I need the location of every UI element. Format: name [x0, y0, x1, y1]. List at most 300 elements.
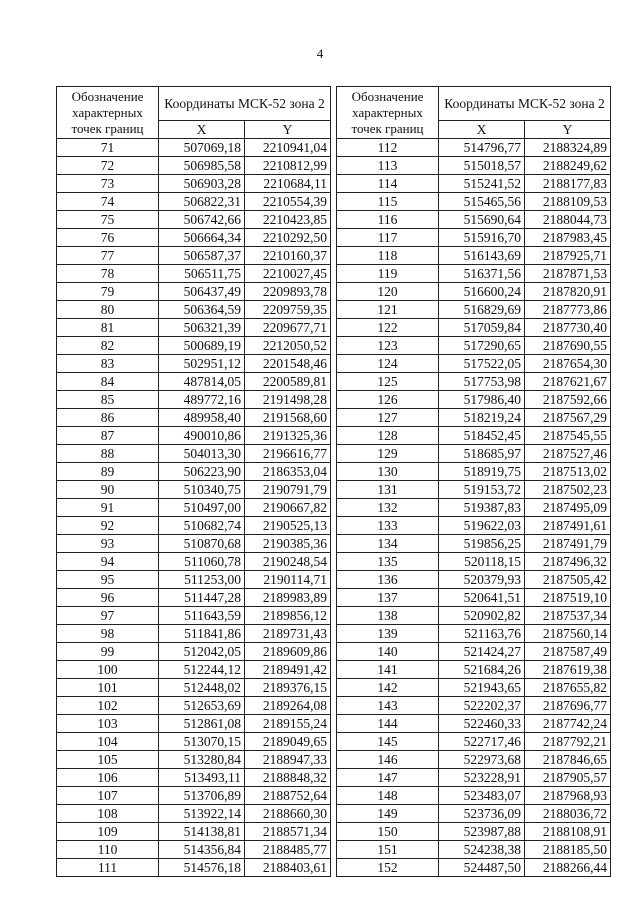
y-coordinate-cell: 2209677,71 [245, 319, 331, 337]
point-number-cell: 119 [337, 265, 439, 283]
point-number-cell: 96 [57, 589, 159, 607]
point-number-cell: 145 [337, 733, 439, 751]
point-number-cell: 93 [57, 535, 159, 553]
x-coordinate-cell: 515241,52 [439, 175, 525, 193]
point-number-cell: 89 [57, 463, 159, 481]
y-coordinate-cell: 2189983,89 [245, 589, 331, 607]
x-coordinate-cell: 506364,59 [159, 301, 245, 319]
x-coordinate-cell: 513493,11 [159, 769, 245, 787]
y-coordinate-cell: 2209759,35 [245, 301, 331, 319]
x-coordinate-cell: 517522,05 [439, 355, 525, 373]
y-coordinate-cell: 2188485,77 [245, 841, 331, 859]
x-coordinate-cell: 510340,75 [159, 481, 245, 499]
y-header: Y [525, 121, 611, 139]
y-coordinate-cell: 2187502,23 [525, 481, 611, 499]
point-number-cell: 143 [337, 697, 439, 715]
x-coordinate-cell: 511841,86 [159, 625, 245, 643]
y-coordinate-cell: 2210684,11 [245, 175, 331, 193]
x-coordinate-cell: 514576,18 [159, 859, 245, 877]
y-coordinate-cell: 2210160,37 [245, 247, 331, 265]
y-coordinate-cell: 2210027,45 [245, 265, 331, 283]
x-coordinate-cell: 522717,46 [439, 733, 525, 751]
x-coordinate-cell: 511643,59 [159, 607, 245, 625]
x-coordinate-cell: 517986,40 [439, 391, 525, 409]
point-number-cell: 118 [337, 247, 439, 265]
point-number-cell: 98 [57, 625, 159, 643]
x-coordinate-cell: 513280,84 [159, 751, 245, 769]
x-coordinate-cell: 523987,88 [439, 823, 525, 841]
table-row [337, 463, 611, 481]
y-coordinate-cell: 2188044,73 [525, 211, 611, 229]
y-coordinate-cell: 2187567,29 [525, 409, 611, 427]
y-coordinate-cell: 2187655,82 [525, 679, 611, 697]
x-coordinate-cell: 518219,24 [439, 409, 525, 427]
x-coordinate-cell: 506511,75 [159, 265, 245, 283]
x-coordinate-cell: 519387,83 [439, 499, 525, 517]
point-number-cell: 138 [337, 607, 439, 625]
x-coordinate-cell: 521163,76 [439, 625, 525, 643]
y-coordinate-cell: 2188571,34 [245, 823, 331, 841]
point-number-cell: 136 [337, 571, 439, 589]
x-coordinate-cell: 515690,64 [439, 211, 525, 229]
point-number-cell: 73 [57, 175, 159, 193]
x-coordinate-cell: 513070,15 [159, 733, 245, 751]
y-coordinate-cell: 2212050,52 [245, 337, 331, 355]
table-row [57, 553, 331, 571]
x-coordinate-cell: 506742,66 [159, 211, 245, 229]
y-coordinate-cell: 2210554,39 [245, 193, 331, 211]
point-number-cell: 133 [337, 517, 439, 535]
x-coordinate-cell: 521943,65 [439, 679, 525, 697]
table-row [57, 607, 331, 625]
table-row [337, 841, 611, 859]
table-row [57, 733, 331, 751]
table-row [57, 679, 331, 697]
table-row [57, 571, 331, 589]
point-number-cell: 91 [57, 499, 159, 517]
y-coordinate-cell: 2188177,83 [525, 175, 611, 193]
table-row [337, 337, 611, 355]
y-coordinate-cell: 2188848,32 [245, 769, 331, 787]
table-row [337, 733, 611, 751]
x-coordinate-cell: 520902,82 [439, 607, 525, 625]
point-number-cell: 110 [57, 841, 159, 859]
point-number-cell: 116 [337, 211, 439, 229]
table-row [57, 823, 331, 841]
point-number-cell: 126 [337, 391, 439, 409]
point-number-cell: 113 [337, 157, 439, 175]
point-number-cell: 128 [337, 427, 439, 445]
point-number-cell: 148 [337, 787, 439, 805]
point-number-cell: 86 [57, 409, 159, 427]
x-coordinate-cell: 512244,12 [159, 661, 245, 679]
y-coordinate-cell: 2187495,09 [525, 499, 611, 517]
x-coordinate-cell: 512042,05 [159, 643, 245, 661]
y-coordinate-cell: 2187619,38 [525, 661, 611, 679]
table-row [337, 445, 611, 463]
y-coordinate-cell: 2189856,12 [245, 607, 331, 625]
table-row [57, 517, 331, 535]
table-row [337, 193, 611, 211]
table-body-right [337, 139, 611, 877]
y-coordinate-cell: 2189491,42 [245, 661, 331, 679]
table-row [57, 265, 331, 283]
point-number-cell: 90 [57, 481, 159, 499]
table-row [57, 841, 331, 859]
y-coordinate-cell: 2200589,81 [245, 373, 331, 391]
table-row [337, 769, 611, 787]
y-header: Y [245, 121, 331, 139]
table-row [57, 409, 331, 427]
table-row [337, 427, 611, 445]
point-number-cell: 127 [337, 409, 439, 427]
y-coordinate-cell: 2189731,43 [245, 625, 331, 643]
x-coordinate-cell: 514796,77 [439, 139, 525, 157]
table-row [57, 355, 331, 373]
table-row [57, 319, 331, 337]
y-coordinate-cell: 2187871,53 [525, 265, 611, 283]
table-row [337, 391, 611, 409]
y-coordinate-cell: 2201548,46 [245, 355, 331, 373]
x-coordinate-cell: 507069,18 [159, 139, 245, 157]
point-number-cell: 108 [57, 805, 159, 823]
x-coordinate-cell: 518452,45 [439, 427, 525, 445]
point-number-cell: 106 [57, 769, 159, 787]
coord-system-header: Координаты МСК-52 зона 2 [159, 87, 331, 121]
point-number-cell: 95 [57, 571, 159, 589]
point-number-cell: 77 [57, 247, 159, 265]
point-number-cell: 117 [337, 229, 439, 247]
table-row [337, 805, 611, 823]
y-coordinate-cell: 2209893,78 [245, 283, 331, 301]
x-coordinate-cell: 504013,30 [159, 445, 245, 463]
point-number-cell: 140 [337, 643, 439, 661]
x-coordinate-cell: 515916,70 [439, 229, 525, 247]
point-number-cell: 129 [337, 445, 439, 463]
point-number-cell: 142 [337, 679, 439, 697]
y-coordinate-cell: 2190114,71 [245, 571, 331, 589]
point-number-cell: 132 [337, 499, 439, 517]
y-coordinate-cell: 2190791,79 [245, 481, 331, 499]
coordinates-table-left [56, 86, 331, 877]
x-header: X [439, 121, 525, 139]
x-coordinate-cell: 522460,33 [439, 715, 525, 733]
y-coordinate-cell: 2188324,89 [525, 139, 611, 157]
x-coordinate-cell: 512861,08 [159, 715, 245, 733]
point-number-cell: 123 [337, 337, 439, 355]
x-coordinate-cell: 521424,27 [439, 643, 525, 661]
y-coordinate-cell: 2187820,91 [525, 283, 611, 301]
point-number-cell: 99 [57, 643, 159, 661]
x-coordinate-cell: 506903,28 [159, 175, 245, 193]
x-coordinate-cell: 514138,81 [159, 823, 245, 841]
table-row [57, 859, 331, 877]
table-row [337, 409, 611, 427]
x-coordinate-cell: 517753,98 [439, 373, 525, 391]
y-coordinate-cell: 2187621,67 [525, 373, 611, 391]
table-row [57, 175, 331, 193]
y-coordinate-cell: 2196616,77 [245, 445, 331, 463]
point-number-cell: 109 [57, 823, 159, 841]
table-row [57, 805, 331, 823]
page-number: 4 [316, 46, 324, 61]
table-row [337, 175, 611, 193]
point-number-cell: 85 [57, 391, 159, 409]
y-coordinate-cell: 2187690,55 [525, 337, 611, 355]
y-coordinate-cell: 2190667,82 [245, 499, 331, 517]
coord-system-header: Координаты МСК-52 зона 2 [439, 87, 611, 121]
table-row [57, 751, 331, 769]
y-coordinate-cell: 2189155,24 [245, 715, 331, 733]
point-number-cell: 74 [57, 193, 159, 211]
x-coordinate-cell: 510870,68 [159, 535, 245, 553]
x-coordinate-cell: 521684,26 [439, 661, 525, 679]
table-body-left [57, 139, 331, 877]
y-coordinate-cell: 2189376,15 [245, 679, 331, 697]
table-row [57, 193, 331, 211]
y-coordinate-cell: 2187491,61 [525, 517, 611, 535]
point-number-cell: 149 [337, 805, 439, 823]
x-coordinate-cell: 520118,15 [439, 553, 525, 571]
table-row [57, 157, 331, 175]
x-coordinate-cell: 523483,07 [439, 787, 525, 805]
table-row [57, 391, 331, 409]
x-coordinate-cell: 516600,24 [439, 283, 525, 301]
x-coordinate-cell: 506664,34 [159, 229, 245, 247]
table-row [337, 553, 611, 571]
y-coordinate-cell: 2187696,77 [525, 697, 611, 715]
x-coordinate-cell: 520379,93 [439, 571, 525, 589]
point-number-cell: 101 [57, 679, 159, 697]
point-number-cell: 97 [57, 607, 159, 625]
table-row [337, 697, 611, 715]
y-coordinate-cell: 2186353,04 [245, 463, 331, 481]
table-row [337, 715, 611, 733]
table-row [57, 769, 331, 787]
point-number-cell: 92 [57, 517, 159, 535]
table-row [337, 229, 611, 247]
table-row [337, 625, 611, 643]
x-header: X [159, 121, 245, 139]
y-coordinate-cell: 2187730,40 [525, 319, 611, 337]
y-coordinate-cell: 2188249,62 [525, 157, 611, 175]
table-row [57, 661, 331, 679]
y-coordinate-cell: 2188947,33 [245, 751, 331, 769]
point-number-cell: 150 [337, 823, 439, 841]
table-row [57, 337, 331, 355]
y-coordinate-cell: 2187792,21 [525, 733, 611, 751]
table-row [57, 283, 331, 301]
table-row [337, 139, 611, 157]
y-coordinate-cell: 2189609,86 [245, 643, 331, 661]
table-row [337, 859, 611, 877]
table-row [57, 139, 331, 157]
x-coordinate-cell: 490010,86 [159, 427, 245, 445]
table-row [337, 571, 611, 589]
table-row [57, 643, 331, 661]
y-coordinate-cell: 2187491,79 [525, 535, 611, 553]
point-number-cell: 71 [57, 139, 159, 157]
y-coordinate-cell: 2187519,10 [525, 589, 611, 607]
table-row [337, 211, 611, 229]
x-coordinate-cell: 524487,50 [439, 859, 525, 877]
point-number-cell: 146 [337, 751, 439, 769]
point-number-cell: 94 [57, 553, 159, 571]
x-coordinate-cell: 500689,19 [159, 337, 245, 355]
y-coordinate-cell: 2190525,13 [245, 517, 331, 535]
y-coordinate-cell: 2187925,71 [525, 247, 611, 265]
y-coordinate-cell: 2188185,50 [525, 841, 611, 859]
table-row [337, 823, 611, 841]
table-row [57, 589, 331, 607]
point-number-cell: 114 [337, 175, 439, 193]
table-row [57, 445, 331, 463]
table-row [57, 463, 331, 481]
point-number-cell: 152 [337, 859, 439, 877]
table-row [57, 211, 331, 229]
x-coordinate-cell: 489958,40 [159, 409, 245, 427]
y-coordinate-cell: 2187545,55 [525, 427, 611, 445]
y-coordinate-cell: 2187773,86 [525, 301, 611, 319]
point-number-cell: 112 [337, 139, 439, 157]
point-number-cell: 102 [57, 697, 159, 715]
coordinates-table-right [336, 86, 611, 877]
y-coordinate-cell: 2210423,85 [245, 211, 331, 229]
y-coordinate-cell: 2191325,36 [245, 427, 331, 445]
x-coordinate-cell: 506437,49 [159, 283, 245, 301]
point-number-cell: 141 [337, 661, 439, 679]
x-coordinate-cell: 515018,57 [439, 157, 525, 175]
x-coordinate-cell: 506822,31 [159, 193, 245, 211]
x-coordinate-cell: 523736,09 [439, 805, 525, 823]
table-row [337, 661, 611, 679]
table-row [337, 517, 611, 535]
table-row [337, 247, 611, 265]
point-number-cell: 80 [57, 301, 159, 319]
point-number-cell: 137 [337, 589, 439, 607]
point-number-cell: 76 [57, 229, 159, 247]
table-row [57, 229, 331, 247]
table-row [337, 157, 611, 175]
x-coordinate-cell: 519856,25 [439, 535, 525, 553]
y-coordinate-cell: 2187513,02 [525, 463, 611, 481]
y-coordinate-cell: 2210812,99 [245, 157, 331, 175]
table-row [337, 787, 611, 805]
point-number-cell: 107 [57, 787, 159, 805]
x-coordinate-cell: 523228,91 [439, 769, 525, 787]
point-number-cell: 135 [337, 553, 439, 571]
y-coordinate-cell: 2187742,24 [525, 715, 611, 733]
table-row [337, 679, 611, 697]
y-coordinate-cell: 2187496,32 [525, 553, 611, 571]
point-number-cell: 139 [337, 625, 439, 643]
table-row [337, 643, 611, 661]
x-coordinate-cell: 514356,84 [159, 841, 245, 859]
table-row [57, 715, 331, 733]
x-coordinate-cell: 510497,00 [159, 499, 245, 517]
y-coordinate-cell: 2187905,57 [525, 769, 611, 787]
table-row [337, 301, 611, 319]
table-row [57, 499, 331, 517]
table-row [57, 301, 331, 319]
table-row [337, 373, 611, 391]
point-number-cell: 79 [57, 283, 159, 301]
point-number-cell: 75 [57, 211, 159, 229]
x-coordinate-cell: 520641,51 [439, 589, 525, 607]
point-number-cell: 122 [337, 319, 439, 337]
x-coordinate-cell: 516371,56 [439, 265, 525, 283]
y-coordinate-cell: 2191498,28 [245, 391, 331, 409]
point-number-cell: 134 [337, 535, 439, 553]
x-coordinate-cell: 506223,90 [159, 463, 245, 481]
point-label-header: Обозначение характерных точек границ [57, 87, 159, 139]
table-row [57, 373, 331, 391]
table-row [57, 697, 331, 715]
table-row [337, 499, 611, 517]
table-row [337, 265, 611, 283]
x-coordinate-cell: 518919,75 [439, 463, 525, 481]
x-coordinate-cell: 524238,38 [439, 841, 525, 859]
x-coordinate-cell: 516829,69 [439, 301, 525, 319]
y-coordinate-cell: 2191568,60 [245, 409, 331, 427]
y-coordinate-cell: 2210941,04 [245, 139, 331, 157]
y-coordinate-cell: 2188036,72 [525, 805, 611, 823]
point-number-cell: 115 [337, 193, 439, 211]
point-number-cell: 121 [337, 301, 439, 319]
point-number-cell: 103 [57, 715, 159, 733]
table-row [337, 481, 611, 499]
table-row [337, 607, 611, 625]
point-number-cell: 130 [337, 463, 439, 481]
x-coordinate-cell: 512653,69 [159, 697, 245, 715]
table-row [57, 247, 331, 265]
x-coordinate-cell: 512448,02 [159, 679, 245, 697]
table-row [57, 787, 331, 805]
y-coordinate-cell: 2190248,54 [245, 553, 331, 571]
x-coordinate-cell: 502951,12 [159, 355, 245, 373]
table-row [57, 625, 331, 643]
y-coordinate-cell: 2188752,64 [245, 787, 331, 805]
table-row [57, 481, 331, 499]
y-coordinate-cell: 2187592,66 [525, 391, 611, 409]
y-coordinate-cell: 2187527,46 [525, 445, 611, 463]
point-number-cell: 111 [57, 859, 159, 877]
table-row [337, 535, 611, 553]
point-number-cell: 144 [337, 715, 439, 733]
x-coordinate-cell: 511447,28 [159, 589, 245, 607]
point-number-cell: 105 [57, 751, 159, 769]
x-coordinate-cell: 519153,72 [439, 481, 525, 499]
y-coordinate-cell: 2187560,14 [525, 625, 611, 643]
table-row [337, 283, 611, 301]
point-number-cell: 87 [57, 427, 159, 445]
y-coordinate-cell: 2187654,30 [525, 355, 611, 373]
point-number-cell: 72 [57, 157, 159, 175]
point-number-cell: 125 [337, 373, 439, 391]
y-coordinate-cell: 2187537,34 [525, 607, 611, 625]
y-coordinate-cell: 2187505,42 [525, 571, 611, 589]
x-coordinate-cell: 518685,97 [439, 445, 525, 463]
y-coordinate-cell: 2188108,91 [525, 823, 611, 841]
point-number-cell: 84 [57, 373, 159, 391]
y-coordinate-cell: 2187587,49 [525, 643, 611, 661]
x-coordinate-cell: 515465,56 [439, 193, 525, 211]
x-coordinate-cell: 522202,37 [439, 697, 525, 715]
x-coordinate-cell: 511060,78 [159, 553, 245, 571]
y-coordinate-cell: 2188109,53 [525, 193, 611, 211]
y-coordinate-cell: 2188403,61 [245, 859, 331, 877]
x-coordinate-cell: 513922,14 [159, 805, 245, 823]
